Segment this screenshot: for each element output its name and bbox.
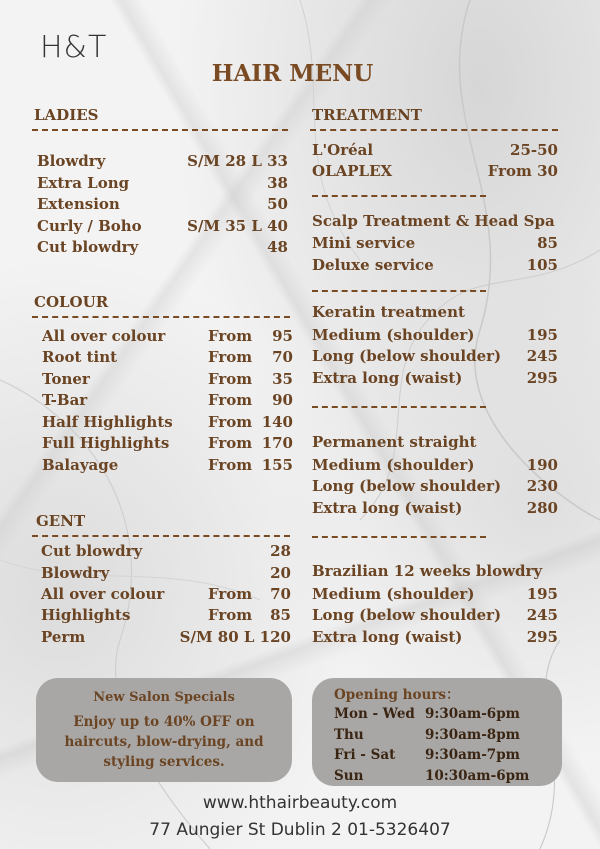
list-item: All over colour From 70 xyxy=(41,585,291,603)
list-item: Full Highlights From 170 xyxy=(42,434,293,452)
list-item: Root tint From 70 xyxy=(42,348,293,366)
hours-row: Mon - Wed 9:30am-6pm xyxy=(334,706,520,722)
list-item: Mini service 85 xyxy=(312,234,558,252)
section-divider xyxy=(32,535,290,537)
list-item: Medium (shoulder) 195 xyxy=(312,326,558,344)
list-item: Extra Long 38 xyxy=(37,174,288,192)
list-item: Deluxe service 105 xyxy=(312,256,558,274)
list-item: Cut blowdry 48 xyxy=(37,238,288,256)
subheading-scalp: Scalp Treatment & Head Spa xyxy=(312,212,555,230)
specials-text: Enjoy up to 40% OFF on haircuts, blow-drying, and styling services. xyxy=(64,714,264,770)
list-item: L'Oréal 25-50 xyxy=(312,141,558,159)
page-title: HAIR MENU xyxy=(211,60,374,87)
list-item: Highlights From 85 xyxy=(41,606,291,624)
list-item: Cut blowdry 28 xyxy=(41,542,291,560)
list-item: Toner From 35 xyxy=(42,370,293,388)
list-item: Medium (shoulder) 195 xyxy=(312,585,558,603)
list-item: Extra long (waist) 295 xyxy=(312,628,558,646)
list-item: Extension 50 xyxy=(37,195,288,213)
hours-list xyxy=(334,704,529,786)
list-item: Half Highlights From 140 xyxy=(42,413,293,431)
section-divider xyxy=(32,129,288,131)
list-item: Extra long (waist) 280 xyxy=(312,499,558,517)
list-item: OLAPLEX From 30 xyxy=(312,162,558,180)
list-item: Long (below shoulder) 230 xyxy=(312,477,558,495)
list-item: Blowdry S/M 28 L 33 xyxy=(37,152,288,170)
hours-row: Fri - Sat 9:30am-7pm xyxy=(334,747,520,763)
list-item: Perm S/M 80 L 120 xyxy=(41,628,291,646)
section-divider xyxy=(312,536,486,538)
list-item: Balayage From 155 xyxy=(42,456,293,474)
section-divider xyxy=(312,195,486,197)
specials-title: New Salon Specials xyxy=(93,690,235,705)
section-heading-gent: GENT xyxy=(36,512,86,530)
list-item: Long (below shoulder) 245 xyxy=(312,347,558,365)
subheading-brazilian: Brazilian 12 weeks blowdry xyxy=(312,562,543,580)
hours-title: Opening hours： xyxy=(334,687,460,703)
section-divider xyxy=(312,406,486,408)
address-phone: 77 Aungier St Dublin 2 01-5326407 xyxy=(149,820,451,840)
hours-row: Thu 9:30am-8pm xyxy=(334,726,520,743)
list-item: Long (below shoulder) 245 xyxy=(312,606,558,624)
section-heading-ladies: LADIES xyxy=(34,106,99,124)
list-item: Medium (shoulder) 190 xyxy=(312,456,558,474)
section-divider xyxy=(312,290,486,292)
subheading-keratin: Keratin treatment xyxy=(312,303,465,321)
section-divider xyxy=(310,129,558,131)
hours-row: Sun 10:30am-6pm xyxy=(334,767,530,784)
opening-hours-box xyxy=(312,678,562,786)
list-item: T-Bar From 90 xyxy=(42,391,293,409)
specials-box xyxy=(36,678,292,782)
list-item: Extra long (waist) 295 xyxy=(312,369,558,387)
section-heading-treatment: TREATMENT xyxy=(312,106,422,124)
list-item: Curly / Boho S/M 35 L 40 xyxy=(37,217,288,235)
website-link[interactable]: www.hthairbeauty.com xyxy=(202,793,398,813)
section-heading-colour: COLOUR xyxy=(34,293,109,311)
list-item: All over colour From 95 xyxy=(42,327,293,345)
list-item: Blowdry 20 xyxy=(41,564,291,582)
subheading-permanent: Permanent straight xyxy=(312,433,477,451)
section-divider xyxy=(32,316,290,318)
logo: H&T xyxy=(40,30,108,65)
